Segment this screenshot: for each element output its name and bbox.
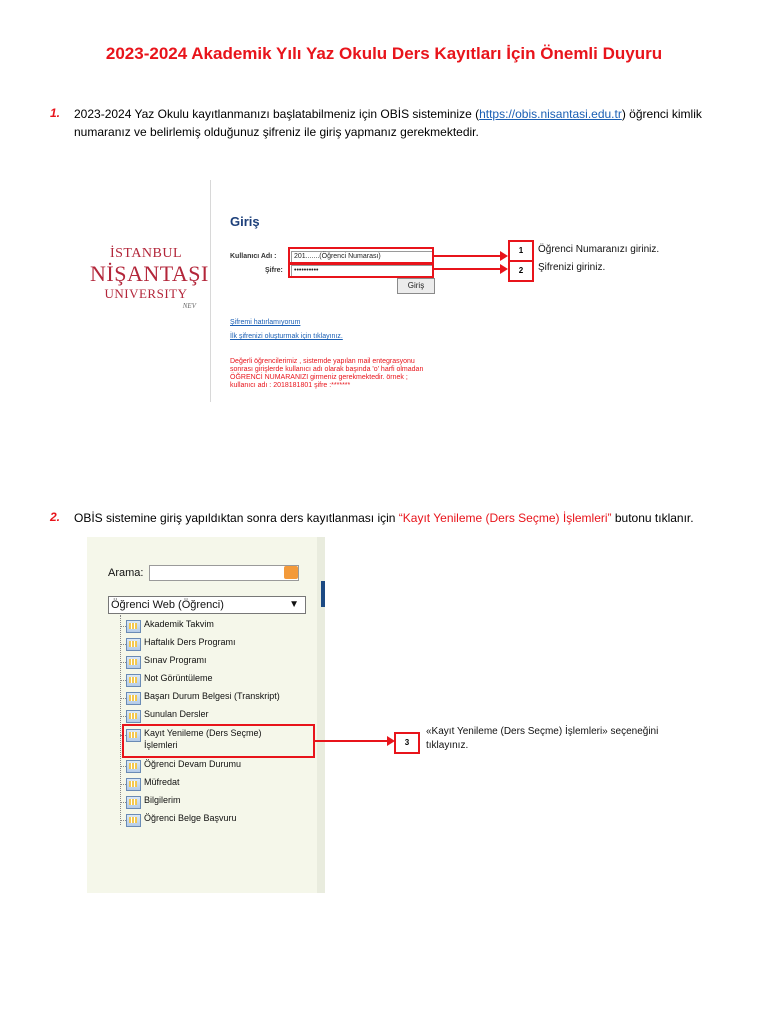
menu-item-label: Akademik Takvim <box>144 619 214 629</box>
login-notice: Değerli öğrencilerimiz , sistemde yapılan mail entegrasyonu sonrası girişlerde kullanıcı adı olarak başında 'o' harfi olmadan ÖĞRENCİ NUMARANIZI girmeniz gerekmektedir. örnek ; kullanıcı adı : 2018181801 şifre :******* <box>230 358 424 389</box>
role-select[interactable] <box>108 596 306 614</box>
annotation-1-box: 1 <box>508 240 534 262</box>
arrow-2-line <box>432 268 502 270</box>
calendar-icon <box>126 760 141 773</box>
step-2-text-before: OBİS sistemine giriş yapıldıktan sonra ders kayıtlanması için <box>74 511 399 525</box>
menu-item-label: Bilgilerim <box>144 795 181 805</box>
tree-line <box>120 615 121 825</box>
calendar-icon <box>126 674 141 687</box>
step-2-text-after: butonu tıklanır. <box>611 511 694 525</box>
first-password-link[interactable]: İlk şifrenizi oluşturmak için tıklayınız. <box>230 333 343 340</box>
username-field[interactable]: 201.......(Öğrenci Numarası) <box>291 251 433 263</box>
step-1-text <box>74 105 734 141</box>
search-input[interactable] <box>149 565 299 581</box>
obis-link[interactable]: https://obis.nisantasi.edu.tr <box>479 107 622 121</box>
logo-line-3: UNIVERSITY <box>104 286 188 301</box>
arrow-3-line <box>313 740 389 742</box>
role-select-value: Öğrenci Web (Öğrenci) <box>111 599 224 611</box>
calendar-icon <box>126 638 141 651</box>
menu-screenshot <box>87 537 325 893</box>
username-label: Kullanıcı Adı : <box>230 253 277 260</box>
search-label: Arama: <box>108 567 144 579</box>
menu-item-label: Sunulan Dersler <box>144 709 209 719</box>
step-2-number: 2. <box>50 510 61 524</box>
menu-item-label: Haftalık Ders Programı <box>144 637 236 647</box>
panel-edge-accent <box>321 581 325 607</box>
menu-item-label: Öğrenci Devam Durumu <box>144 759 242 769</box>
logo-line-2: NİŞANTAŞI <box>90 261 209 286</box>
divider <box>210 180 211 402</box>
calendar-icon <box>126 692 141 705</box>
calendar-icon <box>126 814 141 827</box>
step-1-text-after: ) öğrenci kimlik numaranız ve belirlemiş olduğunuz şifreniz ile giriş yapmanız gerekmektedir. <box>74 107 702 139</box>
arrow-1-line <box>432 255 502 257</box>
login-button[interactable]: Giriş <box>397 278 435 294</box>
login-screenshot <box>90 180 690 405</box>
menu-item-label: Sınav Programı <box>144 655 207 665</box>
annotation-3-box: 3 <box>394 732 420 754</box>
password-label: Şifre: <box>265 267 283 274</box>
calendar-icon <box>126 710 141 723</box>
annotation-3-text: «Kayıt Yenileme (Ders Seçme) İşlemleri» seçeneğini tıklayınız. <box>426 726 659 751</box>
password-highlight <box>288 262 434 278</box>
kayit-yenileme-highlight <box>122 724 315 758</box>
arrow-1-icon <box>500 251 508 261</box>
menu-item-label: Kayıt Yenileme (Ders Seçme) İşlemleri <box>144 728 262 750</box>
menu-item-label: Başarı Durum Belgesi (Transkript) <box>144 691 280 701</box>
step-2-highlight: “Kayıt Yenileme (Ders Seçme) İşlemleri” <box>398 511 612 525</box>
calendar-icon <box>126 796 141 809</box>
logo-line-4: NEV <box>182 302 196 310</box>
menu-item-label: Müfredat <box>144 777 180 787</box>
annotation-2-text: Şifrenizi giriniz. <box>538 262 606 273</box>
arrow-2-icon <box>500 264 508 274</box>
annotation-1-text: Öğrenci Numaranızı giriniz. <box>538 244 660 255</box>
step-2-text <box>74 509 754 527</box>
calendar-icon <box>126 620 141 633</box>
menu-item-label: Öğrenci Belge Başvuru <box>144 813 237 823</box>
step-1-number: 1. <box>50 106 61 120</box>
calendar-icon <box>126 656 141 669</box>
search-icon[interactable] <box>284 566 298 579</box>
forgot-password-link[interactable]: Şifremi hatırlamıyorum <box>230 319 301 326</box>
page-title: 2023-2024 Akademik Yılı Yaz Okulu Ders Kayıtları İçin Önemli Duyuru <box>105 44 663 63</box>
university-logo <box>90 246 209 310</box>
menu-item-label: Not Görüntüleme <box>144 673 213 683</box>
password-field[interactable]: •••••••••• <box>291 265 433 277</box>
step-1-text-before: 2023-2024 Yaz Okulu kayıtlanmanızı başlatabilmeniz için OBİS sisteminize ( <box>74 107 480 121</box>
calendar-icon <box>126 778 141 791</box>
login-heading: Giriş <box>230 214 260 229</box>
annotation-2-box: 2 <box>508 260 534 282</box>
chevron-down-icon: ▼ <box>289 599 299 610</box>
logo-line-1: İSTANBUL <box>109 246 183 261</box>
